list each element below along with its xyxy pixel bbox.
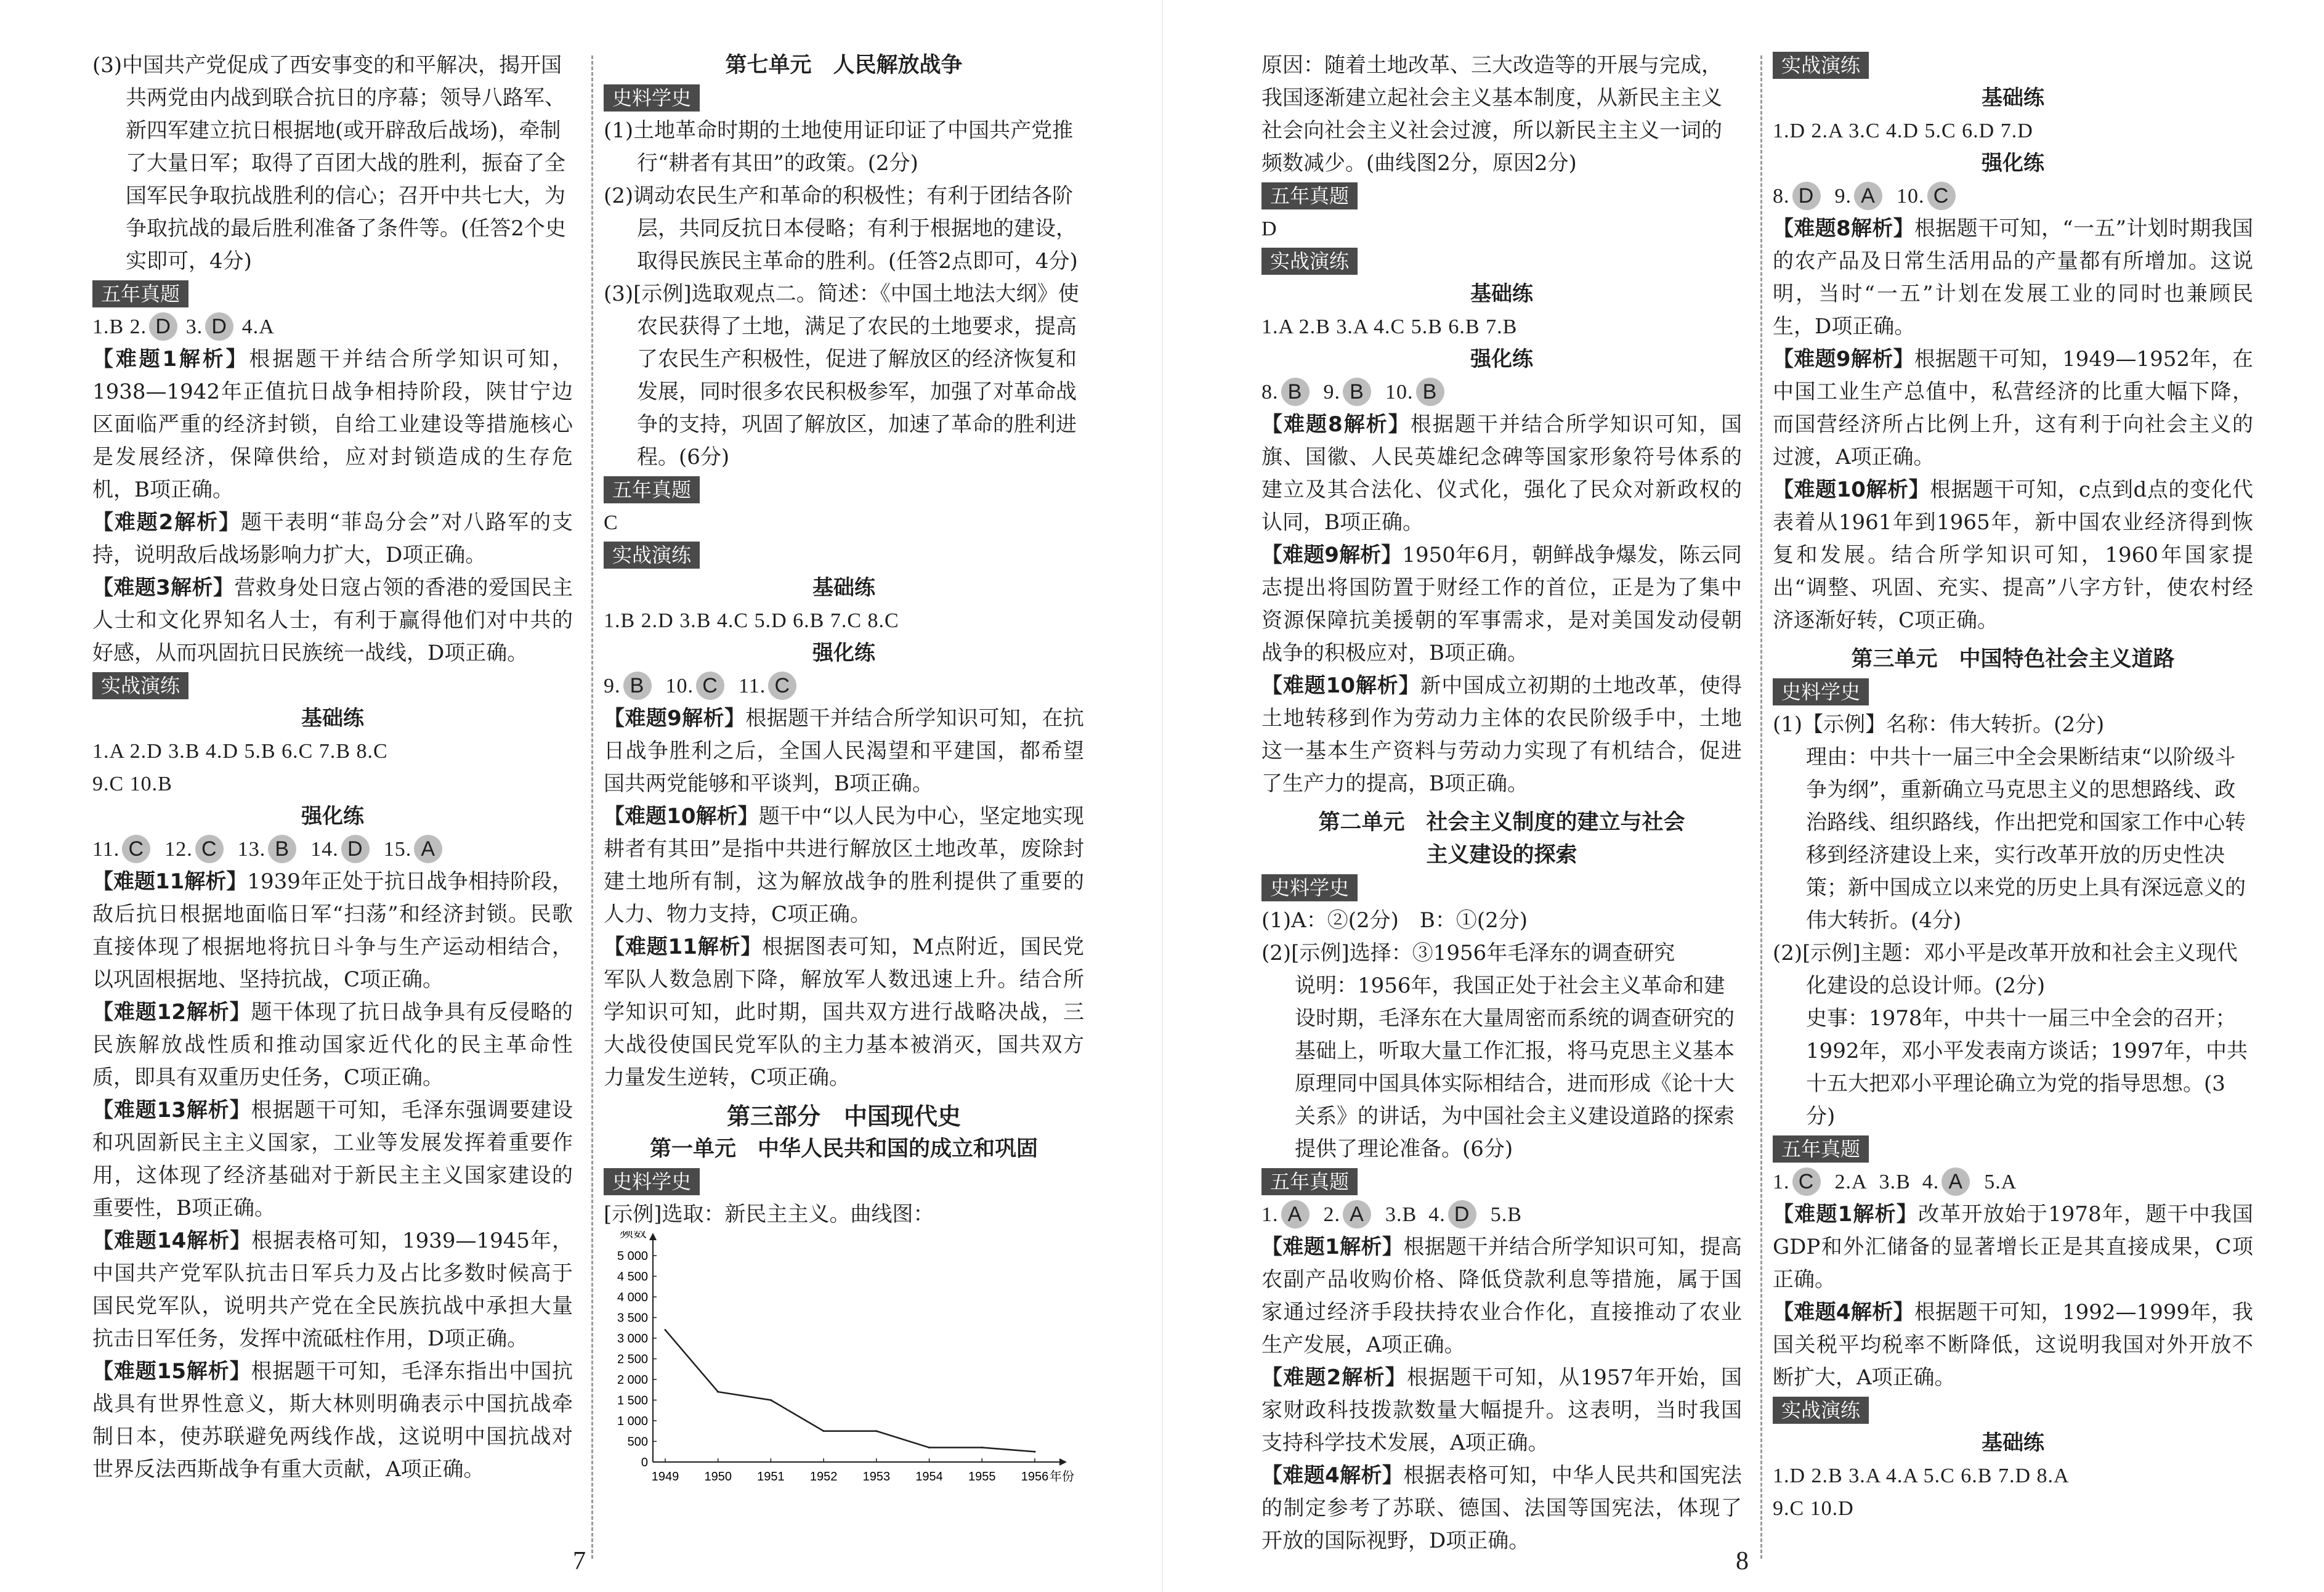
analysis-label: 【难题1解析】	[1261, 1235, 1404, 1259]
shiliao-reason: 理由：中共十一届三中全会果断结束“以阶级斗争为纲”，重新确立马克思主义的思想路线、政治路线、组织路线，作出把党和国家工作中心转移到经济建设上来，实行改革开放的历史性决策；新中国成立以来党的历史上具有深远意义的伟大转折。(4分)	[1806, 745, 2246, 933]
answer-letter: A	[2001, 1171, 2017, 1193]
section-tag-shizhan: 实战演练	[1773, 52, 1869, 79]
unit1-title: 第一单元 中华人民共和国的成立和巩固	[649, 1137, 1038, 1161]
shiliao-item: (2)调动农民生产和革命的积极性；有利于团结各阶层，共同反抗日本侵略；有利于根据地的建设，取得民族民主革命的胜利。(任答2点即可，4分)	[604, 184, 1078, 274]
section-tag-shizhan: 实战演练	[92, 672, 188, 699]
shiliao-item: (1)A：②(2分) B：①(2分)	[1261, 908, 1528, 933]
column-divider	[591, 55, 593, 1559]
qianghua-answers	[92, 833, 573, 866]
analysis-label: 【难题9解析】	[604, 706, 746, 731]
answer-text: 3.	[180, 315, 203, 338]
analysis-text: 1950年6月，朝鲜战争爆发，陈云同志提出将国防置于财经工作的首位，正是为了集中资源保障抗美援朝的军事需求，是对美国发动侵朝战争的积极应对，B项正确。	[1261, 543, 1742, 665]
answer-3-text: (3)中国共产党促成了西安事变的和平解决，揭开国共两党由内战到联合抗日的序幕；领导八路军、新四军建立抗日根据地(或开辟敌后战场)，牵制了大量日军；取得了百团大战的胜利，振奋了全国军民争取抗战胜利的信心；召开中共七大，为争取抗战的最后胜利准备了条件等。(任答2个史实即可，4分)	[92, 53, 566, 274]
section-tag-wunian: 五年真题	[92, 280, 188, 307]
analysis-paragraph	[1261, 670, 1742, 800]
question-number: 11.	[739, 675, 766, 697]
section-tag-shiliao: 史料学史	[1773, 678, 1869, 705]
question-number: 11.	[92, 838, 120, 861]
circled-answer: B	[1416, 378, 1444, 406]
y-tick-label: 4 000	[617, 1291, 648, 1304]
analysis-label: 【难题10解析】	[1773, 477, 1930, 502]
column-divider	[1760, 55, 1762, 1559]
example-text: [示例]选取：新民主主义。曲线图：	[604, 1202, 934, 1227]
unit7-title: 第七单元 人民解放战争	[725, 53, 963, 78]
analysis-text: 根据表格可知，1939—1945年，中国共产党军队抗击日军兵力及占比多数时候高于国民党军队，说明共产党在全民族抗战中承担大量抗击日军任务，发挥中流砥柱作用，D项正确。	[92, 1229, 573, 1351]
analysis-label: 【难题2解析】	[1261, 1365, 1407, 1390]
x-tick-label: 1955	[968, 1470, 996, 1484]
analysis-label: 【难题10解析】	[604, 804, 759, 829]
question-number: 5.	[1984, 1171, 2001, 1193]
qianghua-answers	[1261, 376, 1742, 408]
analysis-label: 【难题3解析】	[92, 575, 235, 600]
analysis-label: 【难题10解析】	[1261, 673, 1420, 698]
data-point	[823, 1430, 825, 1432]
qianghua-title: 强化练	[812, 641, 875, 665]
left-column-2	[604, 49, 1084, 1500]
y-tick-label: 2 000	[617, 1373, 648, 1387]
qianghua-analysis-list	[604, 702, 1084, 1094]
analysis-text: 根据题干可知，1949—1952年，在中国工业生产总值中，私营经济的比重大幅下降，而国营经济所占比例上升，这有利于向社会主义的过渡，A项正确。	[1773, 347, 2253, 469]
analysis-paragraph	[1773, 1296, 2253, 1394]
x-tick-label: 1949	[651, 1470, 679, 1484]
analysis-label: 【难题14解析】	[92, 1229, 252, 1253]
right-column-1	[1261, 49, 1742, 1557]
question-number: 8.	[1261, 381, 1279, 404]
analysis-text: 题干体现了抗日战争具有反侵略的民族解放战性质和推动国家近代化的民主革命性质，即具有双重历史任务，C项正确。	[92, 1000, 573, 1090]
jichu-answers-line-2: 9.C 10.B	[92, 773, 172, 795]
jichu-title: 基础练	[1470, 282, 1533, 306]
analysis-paragraph	[1773, 343, 2253, 474]
jichu-title: 基础练	[1982, 1431, 2044, 1455]
analysis-paragraph	[604, 931, 1084, 1094]
section-tag-shiliao: 史料学史	[1261, 874, 1358, 901]
analysis-paragraph	[1773, 213, 2253, 343]
shiliao-fact: 史事：1978年，中共十一届三中全会的召开；1992年，邓小平发表南方谈话；1997年，中共十五大把邓小平理论确立为党的指导思想。(3分)	[1806, 1006, 2248, 1129]
data-point	[717, 1391, 719, 1393]
analysis-text: 新中国成立初期的土地改革，使得土地转移到作为劳动力主体的农民阶级手中，土地这一基本生产资料与劳动力实现了有机结合，促进了生产力的提高，B项正确。	[1261, 673, 1742, 796]
question-number: 15.	[383, 838, 412, 861]
answer-letter: B	[1507, 1203, 1522, 1226]
jichu-title: 基础练	[301, 706, 364, 731]
answer-letter: B	[1896, 1171, 1911, 1193]
question-number: 5.	[1490, 1203, 1508, 1226]
circled-answer: D	[205, 312, 233, 341]
jichu-answers-line-1: 1.A 2.D 3.B 4.D 5.B 6.C 7.B 8.C	[92, 740, 388, 763]
circled-answer: A	[1854, 182, 1882, 210]
circled-answer: C	[768, 672, 796, 700]
analysis-text: 题干表明“菲岛分会”对八路军的支持，说明敌后战场影响力扩大，D项正确。	[92, 510, 573, 567]
question-number: 3.	[1879, 1171, 1897, 1193]
analysis-label: 【难题1解析】	[1773, 1202, 1918, 1227]
analysis-text: 根据题干并结合所学知识可知，在抗日战争胜利之后，全国人民渴望和平建国，都希望国共两党能够和平谈判，B项正确。	[604, 706, 1084, 796]
wunian-analysis-list	[1773, 1198, 2253, 1394]
question-number: 13.	[237, 838, 266, 861]
shiliao-item: (1)土地革命时期的土地使用证印证了中国共产党推行“耕者有其田”的政策。(2分)	[604, 118, 1074, 176]
analysis-label: 【难题13解析】	[92, 1098, 251, 1123]
qianghua-analysis-list	[1773, 213, 2253, 637]
wunian-answer: D	[1261, 217, 1277, 240]
question-number: 9.	[1834, 185, 1852, 208]
circled-answer: D	[149, 312, 177, 341]
shiliao-item: (3)[示例]选取观点二。简述：《中国土地法大纲》使农民获得了土地，满足了农民的土地要求，提高了农民生产积极性，促进了解放区的经济恢复和发展，同时很多农民积极参军，加强了对革命战争的支持，巩固了解放区，加速了革命的胜利进程。(6分)	[604, 282, 1079, 469]
y-tick-label: 3 500	[617, 1311, 648, 1325]
x-tick-label: 1956	[1021, 1470, 1049, 1484]
circled-answer: B	[268, 835, 296, 863]
analysis-text: 根据题干可知，1992—1999年，我国关税平均税率不断降低，这说明我国对外开放不断扩大，A项正确。	[1773, 1300, 2253, 1390]
data-point	[875, 1430, 877, 1432]
data-point	[928, 1447, 930, 1448]
data-point	[1034, 1451, 1036, 1453]
circled-answer: A	[414, 835, 442, 863]
circled-answer: C	[195, 835, 224, 863]
analysis-text: 根据题干并结合所学知识可知，1938—1942年正值抗日战争相持阶段，陕甘宁边区面临严重的经济封锁，自给工业建设等措施核心是发展经济，保障供给，应对封锁造成的生存危机，B项正确。	[92, 347, 573, 502]
right-column-2	[1773, 49, 2253, 1525]
y-tick-label: 1 000	[617, 1415, 648, 1428]
section-tag-wunian: 五年真题	[604, 476, 700, 503]
circled-answer: C	[1792, 1168, 1821, 1196]
circled-answer: A	[1941, 1168, 1970, 1196]
analysis-label: 【难题9解析】	[1773, 347, 1914, 372]
part3-title: 第三部分 中国现代史	[726, 1103, 961, 1130]
y-tick-label: 1 500	[617, 1394, 648, 1408]
analysis-paragraph	[92, 866, 573, 996]
qianghua-title: 强化练	[1470, 347, 1533, 372]
analysis-text: 根据表格可知，中华人民共和国宪法的制定参考了苏联、德国、法国等国宪法，体现了开放的国际视野，D项正确。	[1261, 1463, 1742, 1553]
analysis-text: 根据题干并结合所学知识可知，提高农副产品收购价格、降低贷款利息等措施，属于国家通过经济手段扶持农业合作化，直接推动了农业生产发展，A项正确。	[1261, 1235, 1742, 1357]
analysis-label: 【难题4解析】	[1261, 1463, 1404, 1488]
shiliao-explain: 说明：1956年，我国正处于社会主义革命和建设时期，毛泽东在大量周密而系统的调查研究的基础上，听取大量工作汇报，将马克思主义基本原理同中国具体实际相结合，进而形成《论十大关系》的讲话，为中国社会主义建设道路的探索提供了理论准备。(6分)	[1295, 973, 1735, 1161]
analysis-label: 【难题4解析】	[1773, 1300, 1914, 1325]
y-tick-label: 500	[627, 1435, 648, 1449]
reason-text: 原因：随着土地改革、三大改造等的开展与完成，我国逐渐建立起社会主义基本制度，从新民主主义社会向社会主义社会过渡，所以新民主主义一词的频数减少。(曲线图2分，原因2分)	[1261, 53, 1722, 176]
question-number: 4.	[1428, 1203, 1446, 1226]
analysis-paragraph	[1261, 1460, 1742, 1557]
analysis-label: 【难题2解析】	[92, 510, 241, 535]
x-tick-label: 1952	[809, 1470, 838, 1484]
analysis-paragraph	[604, 702, 1084, 800]
wunian-answers	[92, 311, 573, 343]
analysis-paragraph	[92, 1094, 573, 1225]
analysis-paragraph	[1261, 408, 1742, 539]
qianghua-answers	[1773, 180, 2253, 213]
qianghua-title: 强化练	[1982, 151, 2044, 176]
wunian-analysis-list	[1261, 1231, 1742, 1557]
x-axis-label: 年份	[1050, 1470, 1074, 1484]
x-tick-label: 1951	[757, 1470, 785, 1484]
circled-answer: C	[1927, 182, 1956, 210]
question-number: 1.	[1261, 1203, 1279, 1226]
qianghua-answers	[604, 670, 1084, 702]
qianghua-analysis-list	[1261, 408, 1742, 800]
frequency-line-chart	[604, 1231, 1084, 1490]
answer-text: 4.A	[236, 315, 275, 338]
analysis-text: 根据题干可知，毛泽东指出中国抗战具有世界性意义，斯大林则明确表示中国抗战牵制日本，使苏联避免两线作战，这说明中国抗战对世界反法西斯战争有重大贡献，A项正确。	[92, 1359, 573, 1482]
page-number-right: 8	[1736, 1547, 1749, 1575]
section-tag-shizhan: 实战演练	[1261, 248, 1358, 275]
analysis-text: 根据题干可知，c点到d点的变化代表着从1961年到1965年，新中国农业经济得到恢复和发展。结合所学知识可知，1960年国家提出“调整、巩固、充实、提高”八字方针，使农村经济逐渐好转，C项正确。	[1773, 477, 2253, 633]
analysis-label: 【难题8解析】	[1261, 412, 1411, 437]
answer-letter: A	[1852, 1171, 1868, 1193]
analysis-label: 【难题15解析】	[92, 1359, 251, 1384]
shiliao-item: (2)[示例]选择：③1956年毛泽东的调查研究	[1261, 941, 1675, 965]
analysis-paragraph	[1261, 1362, 1742, 1460]
question-number: 9.	[604, 675, 621, 697]
analysis-paragraph	[92, 1225, 573, 1355]
analysis-paragraph	[92, 343, 573, 506]
wunian-answer: C	[604, 511, 618, 534]
wunian-analysis-list	[92, 343, 573, 670]
question-number: 1.	[1773, 1171, 1790, 1193]
question-number: 3.	[1385, 1203, 1403, 1226]
circled-answer: D	[1448, 1200, 1476, 1229]
section-tag-wunian: 五年真题	[1261, 1168, 1358, 1195]
qianghua-title: 强化练	[301, 804, 364, 829]
circled-answer: B	[623, 672, 652, 700]
question-number: 12.	[164, 838, 193, 861]
jichu-answers: 1.A 2.B 3.A 4.C 5.B 6.B 7.B	[1261, 315, 1518, 338]
analysis-text: 改革开放始于1978年，题干中我国GDP和外汇储备的显著增长正是其直接成果，C项正确。	[1773, 1202, 2253, 1292]
analysis-text: 根据题干可知，“一五”计划时期我国的农产品及日常生活用品的产量都有所增加。这说明，当时“一五”计划在发展工业的同时也兼顾民生，D项正确。	[1773, 216, 2253, 339]
x-tick-label: 1954	[915, 1470, 943, 1484]
answer-letter: B	[1402, 1203, 1417, 1226]
analysis-label: 【难题9解析】	[1261, 543, 1403, 567]
circled-answer: B	[1343, 378, 1371, 406]
analysis-paragraph	[92, 572, 573, 670]
answer-text: 1.B 2.	[92, 315, 147, 338]
analysis-text: 根据题干可知，从1957年开始，国家财政科技拨款数量大幅提升。这表明，当时我国支持科学技术发展，A项正确。	[1261, 1365, 1742, 1455]
y-tick-label: 0	[641, 1456, 648, 1469]
section-tag-shizhan: 实战演练	[604, 542, 700, 569]
unit3-title: 第三单元 中国特色社会主义道路	[1851, 647, 2175, 672]
left-column-1	[92, 49, 573, 1486]
circled-answer: A	[1343, 1200, 1371, 1229]
circled-answer: D	[341, 835, 370, 863]
y-axis-arrow	[649, 1233, 657, 1240]
section-tag-shizhan: 实战演练	[1773, 1397, 1869, 1424]
y-tick-label: 2 500	[617, 1352, 648, 1367]
analysis-paragraph	[1773, 1198, 2253, 1296]
data-point	[981, 1447, 983, 1448]
analysis-paragraph	[92, 506, 573, 572]
analysis-label: 【难题8解析】	[1773, 216, 1914, 241]
analysis-paragraph	[1773, 474, 2253, 637]
analysis-label: 【难题11解析】	[604, 935, 763, 959]
wunian-answers	[1261, 1198, 1742, 1231]
x-axis-arrow	[1059, 1458, 1067, 1466]
qianghua-analysis-list	[92, 866, 573, 1486]
jichu-answers-line-2: 9.C 10.D	[1773, 1497, 1854, 1520]
analysis-label: 【难题1解析】	[92, 347, 249, 372]
y-axis-label: 频数	[619, 1231, 647, 1240]
question-number: 8.	[1773, 185, 1790, 208]
question-number: 10.	[1385, 381, 1414, 404]
analysis-text: 根据题干并结合所学知识可知，国旗、国徽、人民英雄纪念碑等国家形象符号体系的建立及其合法化、仪式化，强化了民众对新政权的认同，B项正确。	[1261, 412, 1742, 535]
analysis-paragraph	[1261, 1231, 1742, 1362]
jichu-title: 基础练	[812, 575, 875, 600]
x-tick-label: 1953	[862, 1470, 891, 1484]
page-number-left: 7	[573, 1547, 586, 1575]
jichu-answers: 1.B 2.D 3.B 4.C 5.D 6.B 7.C 8.C	[604, 609, 899, 632]
y-tick-label: 3 000	[617, 1332, 648, 1346]
unit2-title-line2: 主义建设的探索	[1426, 843, 1577, 867]
question-number: 10.	[665, 675, 694, 697]
analysis-text: 营救身处日寇占领的香港的爱国民主人士和文化界知名人士，有利于赢得他们对中共的好感，从而巩固抗日民族统一战线，D项正确。	[92, 575, 573, 665]
section-tag-wunian: 五年真题	[1261, 182, 1358, 209]
analysis-paragraph	[1261, 539, 1742, 670]
series-line-xinminzhuzhuyi	[665, 1330, 1035, 1452]
question-number: 4.	[1922, 1171, 1940, 1193]
analysis-paragraph	[92, 996, 573, 1094]
shiliao-item: (1)【示例】名称：伟大转折。(2分)	[1773, 712, 2105, 737]
analysis-text: 根据题干可知，毛泽东强调要建设和巩固新民主主义国家，工业等发展发挥着重要作用，这体现了经济基础对于新民主主义国家建设的重要性，B项正确。	[92, 1098, 573, 1220]
data-point	[665, 1329, 666, 1331]
circled-answer: C	[122, 835, 150, 863]
analysis-paragraph	[604, 800, 1084, 931]
question-number: 2.	[1834, 1171, 1852, 1193]
section-tag-shiliao: 史料学史	[604, 1168, 700, 1195]
question-number: 2.	[1323, 1203, 1340, 1226]
circled-answer: B	[1281, 378, 1310, 406]
jichu-answers: 1.D 2.A 3.C 4.D 5.C 6.D 7.D	[1773, 120, 2033, 142]
unit2-title-line1: 第二单元 社会主义制度的建立与社会	[1318, 810, 1685, 835]
analysis-label: 【难题12解析】	[92, 1000, 251, 1025]
question-number: 14.	[310, 838, 339, 861]
analysis-text: 1939年正处于抗日战争相持阶段，敌后抗日根据地面临日军“扫荡”和经济封锁。民歌直接体现了根据地将抗日斗争与生产运动相结合，以巩固根据地、坚持抗战，C项正确。	[92, 869, 573, 992]
section-tag-wunian: 五年真题	[1773, 1135, 1869, 1163]
circled-answer: D	[1792, 182, 1821, 210]
circled-answer: A	[1281, 1200, 1310, 1229]
analysis-paragraph	[92, 1355, 573, 1486]
data-point	[770, 1399, 772, 1401]
question-number: 9.	[1323, 381, 1340, 404]
section-tag-shiliao: 史料学史	[604, 84, 700, 112]
analysis-text: 根据图表可知，M点附近，国民党军队人数急剧下降，解放军人数迅速上升。结合所学知识可知，此时期，国共双方进行战略决战，三大战役使国民党军队的主力基本被消灭，国共双方力量发生逆转，C项正确。	[604, 935, 1084, 1090]
x-tick-label: 1950	[704, 1470, 732, 1484]
jichu-title: 基础练	[1982, 86, 2044, 110]
right-page	[1163, 0, 2324, 1592]
wunian-answers	[1773, 1166, 2253, 1198]
y-tick-label: 5 000	[617, 1249, 648, 1263]
analysis-text: 题干中“以人民为中心，坚定地实现耕者有其田”是指中共进行解放区土地改革，废除封建土地所有制，这为解放战争的胜利提供了重要的人力、物力支持，C项正确。	[604, 804, 1084, 927]
y-tick-label: 4 500	[617, 1270, 648, 1284]
question-number: 10.	[1897, 185, 1925, 208]
analysis-label: 【难题11解析】	[92, 869, 248, 894]
circled-answer: C	[696, 672, 724, 700]
jichu-answers-line-1: 1.D 2.B 3.A 4.A 5.C 6.B 7.D 8.A	[1773, 1464, 2070, 1487]
shiliao-item: (2)[示例]主题：邓小平是改革开放和社会主义现代化建设的总设计师。(2分)	[1773, 941, 2238, 998]
